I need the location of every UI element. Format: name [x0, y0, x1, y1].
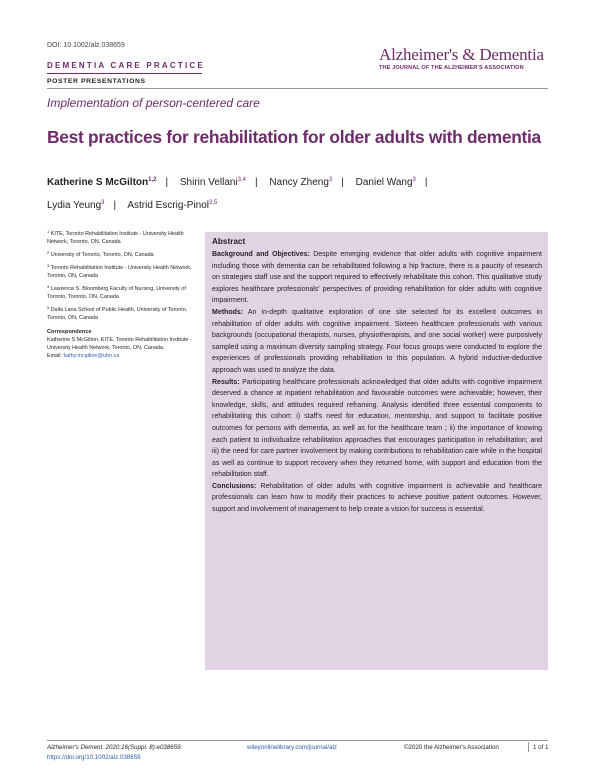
footer-citation: Alzheimer's Dement. 2020;16(Suppl. 8):e038659.: [47, 744, 183, 751]
footer-divider: [47, 740, 548, 741]
affiliation: $^1$ KITE, Toronto Rehabilitation Institute - University Health Network, Toronto, ON, Canada: [47, 229, 184, 245]
abstract-box: [205, 232, 548, 670]
footer-journal-link[interactable]: wileyonlinelibrary.com/journal/alz: [247, 744, 337, 751]
subsection-label: POSTER PRESENTATIONS: [47, 78, 146, 85]
affiliation: $^3$ Toronto Rehabilitation Institute - University Health Network, Toronto, ON, Canada: [47, 263, 192, 279]
author[interactable]: Katherine S McGilton$^{1,2}$: [47, 177, 157, 188]
footer-separator: [528, 742, 529, 752]
author[interactable]: Shirin Vellani$^{3,4}$: [179, 177, 247, 188]
section-label: DEMENTIA CARE PRACTICE: [47, 61, 205, 70]
affiliation: $^2$ University of Toronto, Toronto, ON, Canada: [47, 250, 154, 258]
author[interactable]: Daniel Wang$^3$: [355, 177, 416, 188]
abstract-conclusions: Conclusions: Rehabilitation of older adults with cognitive impairment is achievable and healthcare professionals can learn how to modify their practices to achieve positive patient outcomes. However, support and involvement of management to help create a vision for success is essential.: [212, 482, 542, 514]
article-title: Best practices for rehabilitation for older adults with dementia: [47, 127, 541, 147]
author[interactable]: Nancy Zheng$^3$: [269, 177, 333, 188]
email-link[interactable]: kathy.mcgilton@uhn.ca: [63, 353, 120, 359]
abstract-heading: Abstract: [212, 237, 246, 246]
author[interactable]: Astrid Escrig-Pinol$^{3,5}$: [127, 200, 218, 211]
correspondence-email: Email: kathy.mcgilton@uhn.ca: [47, 353, 120, 359]
correspondence-heading: Correspondence: [47, 329, 92, 335]
abstract-results: Results: Participating healthcare professionals acknowledged that older adults with cognitive impairment deserved a chance at inpatient rehabilitation and favourable outcomes were achievable; however, their knowledge, skills, and attitudes required reframing. Analysis identified three essential components to rehabilitating this cohort: i) staff's need for education, mentorship, and support to facilitate positive outcomes for persons with dementia, as well as for the healthcare team ; ii) the importance of knowing each patient to individualize rehabilitation approaches that encourages participation in rehabilitation; and iii) the need for care partner involvement by making contributions to rehabilitation care while in the hospital as well as continue to support recovery when they returned home, with support and education from the rehabilitation staff.: [212, 378, 542, 479]
footer-doi-link[interactable]: https://doi.org/10.1002/alz.038659: [47, 754, 141, 761]
journal-logo: [379, 46, 549, 71]
journal-subtitle: THE JOURNAL OF THE ALZHEIMER'S ASSOCIATION: [379, 65, 524, 71]
section-rule: [47, 73, 202, 74]
topic-heading: Implementation of person-centered care: [47, 96, 260, 110]
affiliation: $^4$ Lawrence S. Bloomberg Faculty of Nursing, University of Toronto, Toronto, ON, Canada: [47, 284, 186, 300]
author-list: Katherine S McGilton$^{1,2}$ | Shirin Vellani$^{3,4}$ | Nancy Zheng$^3$ | Daniel Wang$^3$ | Lydia Yeung$^3$ | Astrid Escrig-Pinol$^{3,5}$: [47, 177, 428, 211]
journal-name: Alzheimer's & Dementia: [379, 45, 544, 64]
page-number: 1 of 1: [533, 744, 549, 751]
abstract-methods: Methods: An in-depth qualitative exploration of one site selected for its excellent outcomes in rehabilitation of older adults with cognitive impairment. Sixteen healthcare professionals with various backgrounds (occupational therapists, nurses, physiotherapists, and one social worker) were purposively sampled using a maximum diversity sampling strategy. Four focus groups were conducted to explore the experiences of professionals providing rehabilitation to this population. A hybrid inductive-deductive approach was used to analyze the data.: [212, 308, 542, 374]
affiliation: $^5$ Dalla Lana School of Public Health, University of Toronto, Toronto, ON, Canada: [47, 305, 188, 321]
author[interactable]: Lydia Yeung$^3$: [47, 200, 105, 211]
affiliations-column: [47, 228, 195, 360]
footer-copyright: ©2020 the Alzheimer's Association: [404, 744, 499, 751]
abstract-background: Background and Objectives: Despite emerging evidence that older adults with cognitive impairment including those with dementia can be rehabilitated following a hip fracture, there is a paucity of research on strategies staff use and the support required to effectively rehabilitate this cohort. This qualitative study explores healthcare professionals' perspectives of providing rehabilitation for older adults with cognitive impairment.: [212, 251, 542, 305]
doi-text: DOI: 10.1002/alz.038659: [47, 42, 125, 49]
correspondence-text: Katherine S McGilton, KITE, Toronto Rehabilitation Institute - University Health Network, Toronto, ON, Canada.: [47, 337, 192, 351]
header-divider: [47, 88, 548, 89]
